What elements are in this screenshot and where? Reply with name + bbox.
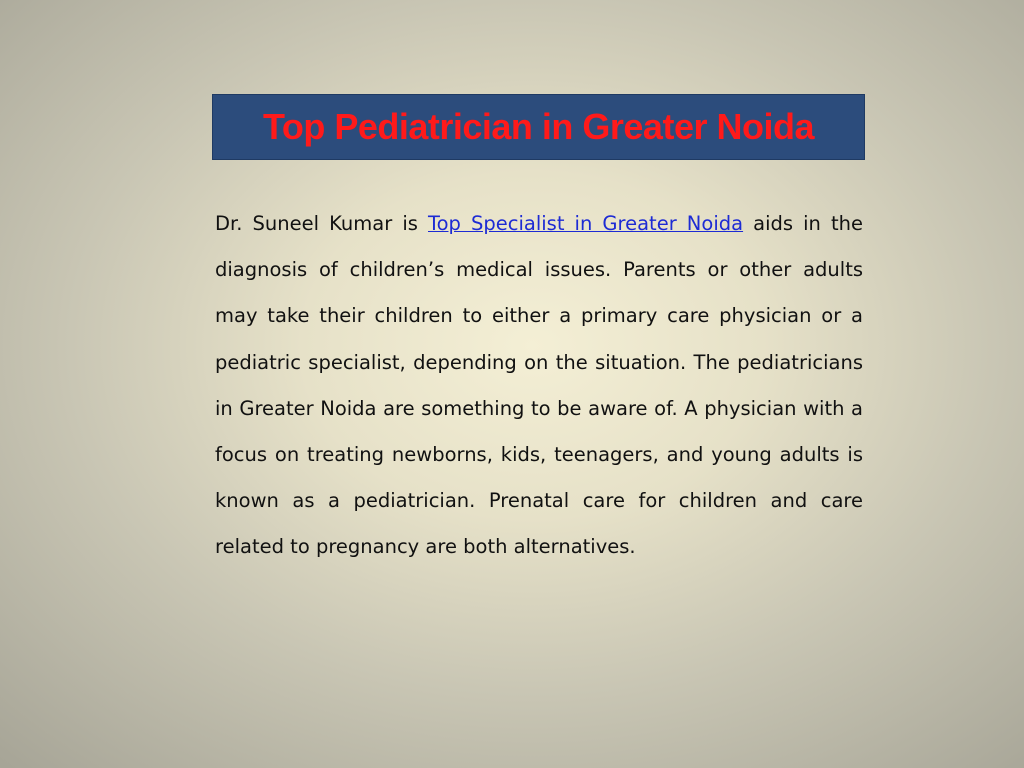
specialist-link[interactable]: Top Specialist in Greater Noida	[428, 212, 744, 235]
slide-title: Top Pediatrician in Greater Noida	[263, 106, 814, 147]
body-paragraph	[215, 201, 863, 571]
title-banner	[212, 94, 865, 160]
paragraph-intro-text: Dr. Suneel Kumar is	[215, 212, 428, 235]
paragraph-main-text: aids in the diagnosis of children’s medical issues. Parents or other adults may take their children to either a primary care physician or a pediatric specialist, depending on the situation. The pediatricians in Greater Noida are something to be aware of. A physician with a focus on treating newborns, kids, teenagers, and young adults is known as a pediatrician. Prenatal care for children and care related to pregnancy are both alternatives.	[215, 212, 863, 559]
